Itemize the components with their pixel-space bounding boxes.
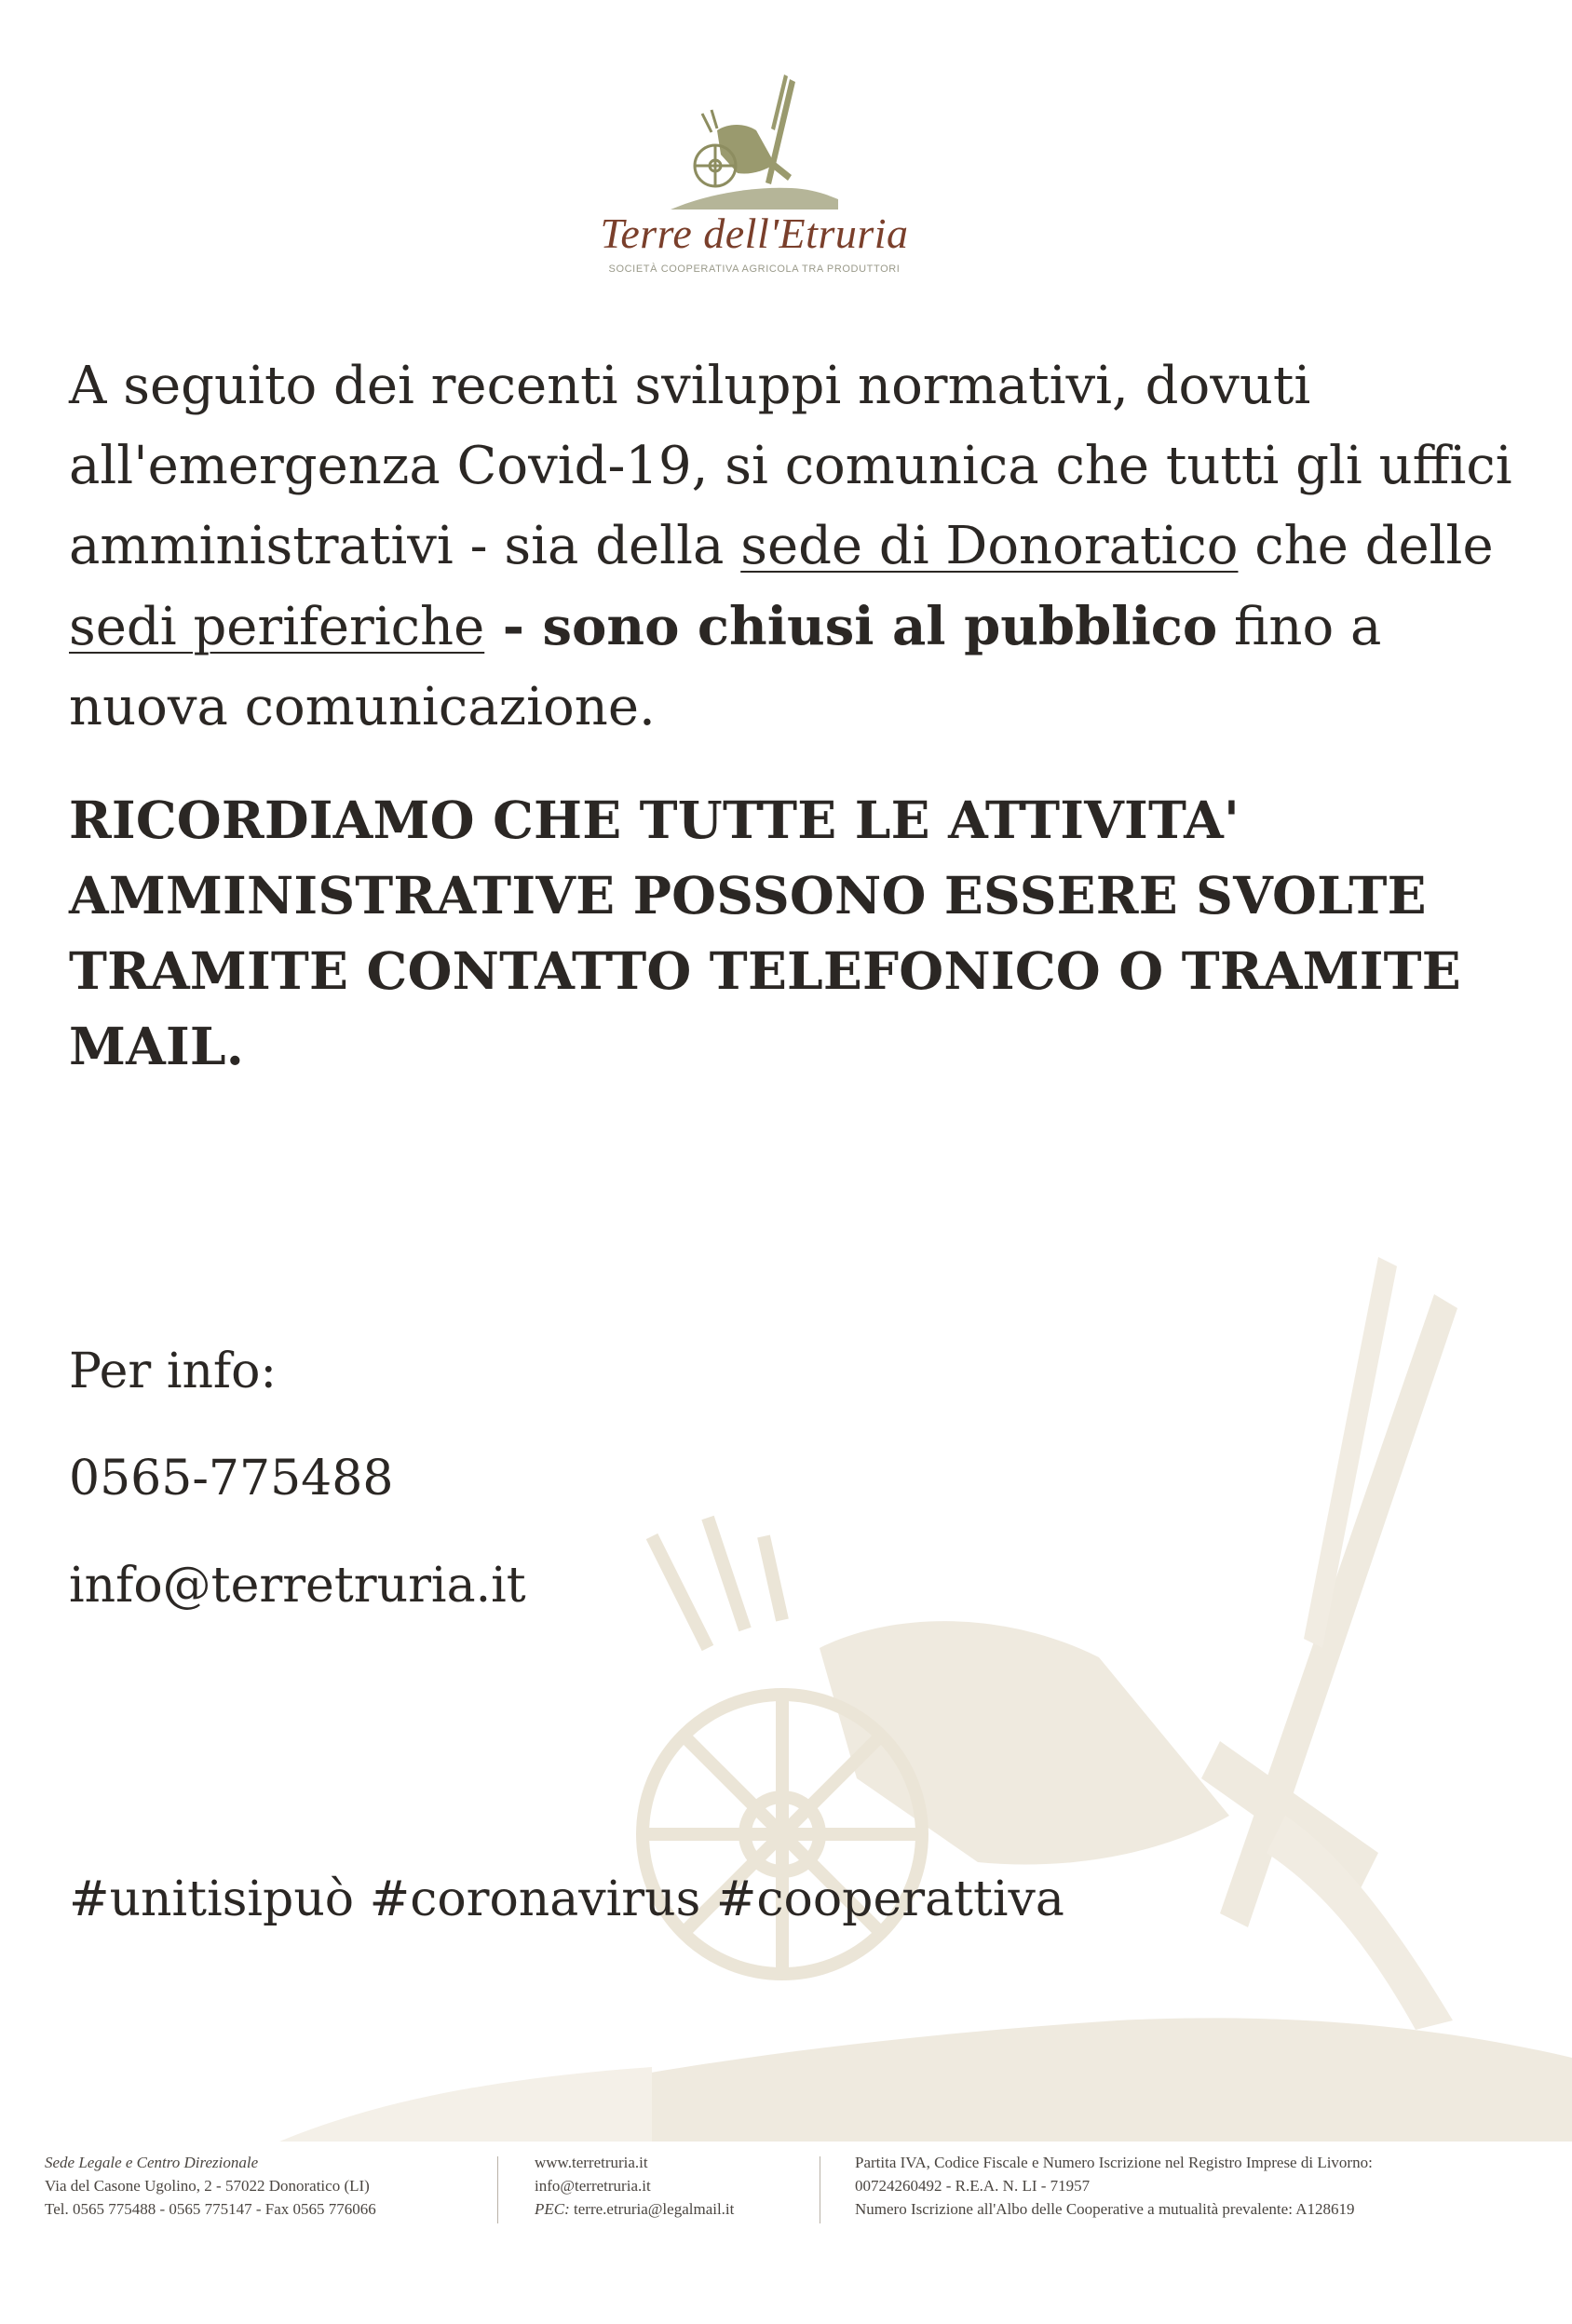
footer-headquarters: [45, 2151, 376, 2221]
footer-pec-label: PEC:: [535, 2200, 570, 2218]
footer-website: www.terretruria.it: [535, 2154, 648, 2171]
footer-registry-title: Partita IVA, Codice Fiscale e Numero Iscrizione nel Registro Imprese di Livorno:: [855, 2154, 1373, 2171]
footer-hq-title: Sede Legale e Centro Direzionale: [45, 2154, 259, 2171]
footer-hq-address: Via del Casone Ugolino, 2 - 57022 Donoratico (LI): [45, 2177, 370, 2195]
hashtags: #unitisipuò #coronavirus #cooperattiva: [69, 1871, 1064, 1927]
footer: [0, 2151, 1572, 2244]
footer-albo: Numero Iscrizione all'Albo delle Cooperative a mutualità prevalente: A128619: [855, 2200, 1355, 2218]
logo-tagline: SOCIETÀ COOPERATIVA AGRICOLA TRA PRODUTTORI: [608, 263, 901, 275]
plough-icon: [671, 74, 838, 214]
footer-contacts: [535, 2151, 734, 2221]
sede-donoratico-text: sede di Donoratico: [740, 516, 1239, 576]
footer-hq-phones: Tel. 0565 775488 - 0565 775147 - Fax 0565 776066: [45, 2200, 376, 2218]
logo-name: Terre dell'Etruria: [600, 209, 909, 257]
announcement-text-3: fino a nuova comunicazione.: [69, 597, 1382, 737]
sedi-periferiche-text: sedi periferiche: [69, 597, 485, 657]
footer-email: info@terretruria.it: [535, 2177, 651, 2195]
announcement-text-2: che delle: [1238, 516, 1494, 576]
announcement-dash: -: [484, 596, 543, 657]
closed-to-public-text: sono chiusi al pubblico: [542, 596, 1218, 657]
footer-registry: [855, 2151, 1373, 2221]
company-logo: [559, 74, 950, 307]
footer-registry-numbers: 00724260492 - R.E.A. N. LI - 71957: [855, 2177, 1091, 2195]
announcement-paragraph: [69, 346, 1522, 748]
info-label: Per info:: [69, 1344, 278, 1399]
footer-divider: [497, 2156, 498, 2223]
remote-activities-notice: RICORDIAMO CHE TUTTE LE ATTIVITA' AMMINISTRATIVE POSSONO ESSERE SVOLTE TRAMITE CONTATTO TELEFONICO O TRAMITE MAIL.: [69, 790, 1461, 1076]
info-phone: 0565-775488: [69, 1451, 394, 1507]
footer-pec: terre.etruria@legalmail.it: [574, 2200, 735, 2218]
info-email: info@terretruria.it: [69, 1558, 526, 1614]
announcement-text: A seguito dei recenti sviluppi normativi, dovuti all'emergenza Covid-19, si comunica che tutti gli uffici amministrativi - sia della: [69, 356, 1512, 576]
